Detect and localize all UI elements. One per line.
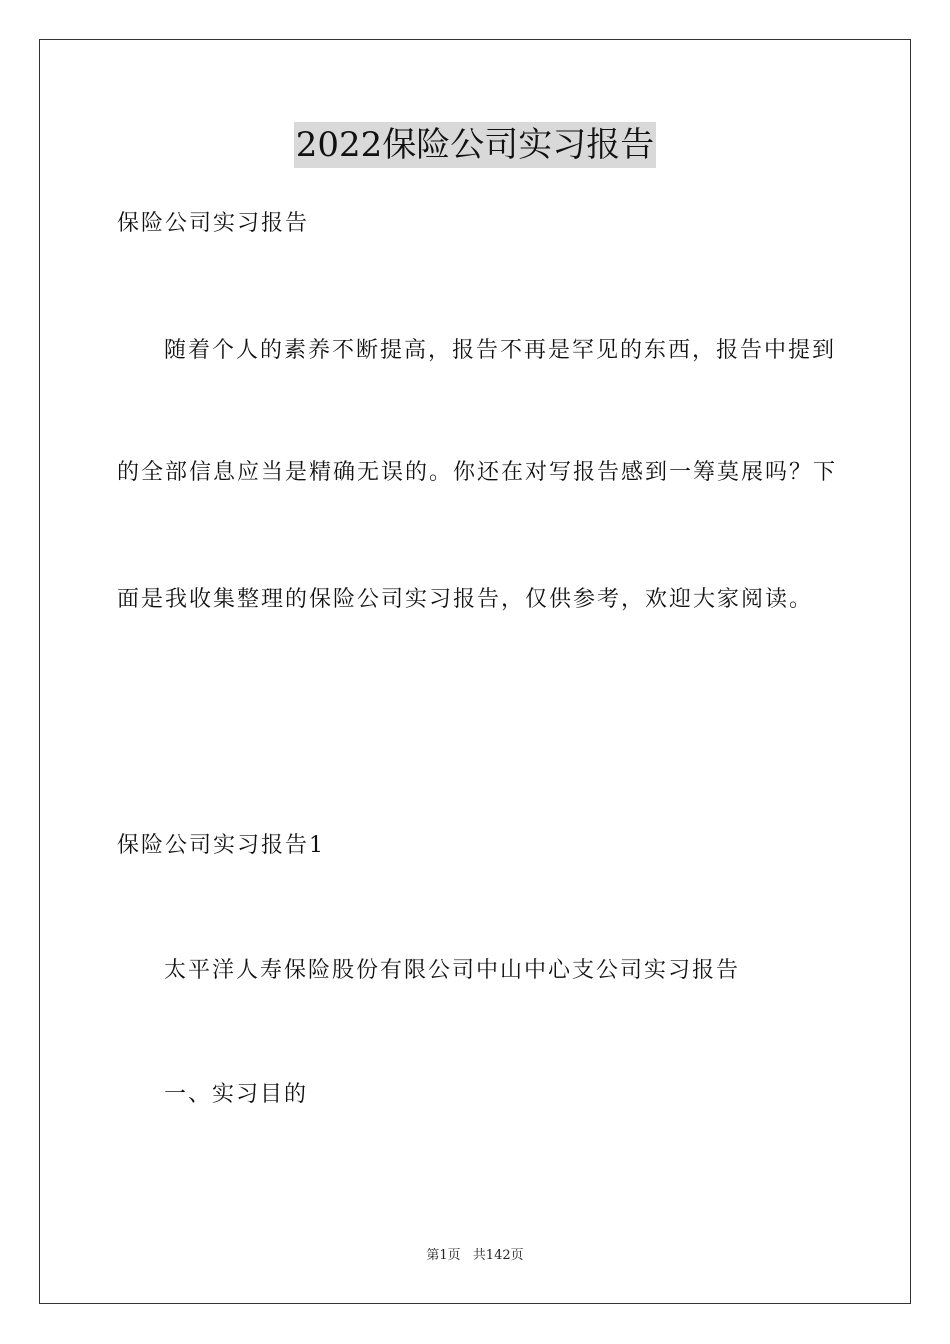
- page-footer: [0, 1247, 950, 1265]
- page-total: 共142页: [472, 1248, 524, 1263]
- subsection-heading: 一、实习目的: [164, 1082, 309, 1107]
- page-number: 第1页: [426, 1248, 461, 1263]
- document-subtitle: 保险公司实习报告: [117, 211, 310, 236]
- intro-line-1: 随着个人的素养不断提高，报告不再是罕见的东西，报告中提到: [164, 338, 837, 363]
- document-title-text: 2022保险公司实习报告: [294, 122, 657, 168]
- document-title: [0, 122, 950, 168]
- intro-line-2: 的全部信息应当是精确无误的。你还在对写报告感到一筹莫展吗？下: [117, 460, 838, 485]
- section-heading: 保险公司实习报告1: [117, 833, 325, 858]
- intro-line-3: 面是我收集整理的保险公司实习报告，仅供参考，欢迎大家阅读。: [117, 587, 814, 612]
- report-name: 太平洋人寿保险股份有限公司中山中心支公司实习报告: [164, 958, 741, 983]
